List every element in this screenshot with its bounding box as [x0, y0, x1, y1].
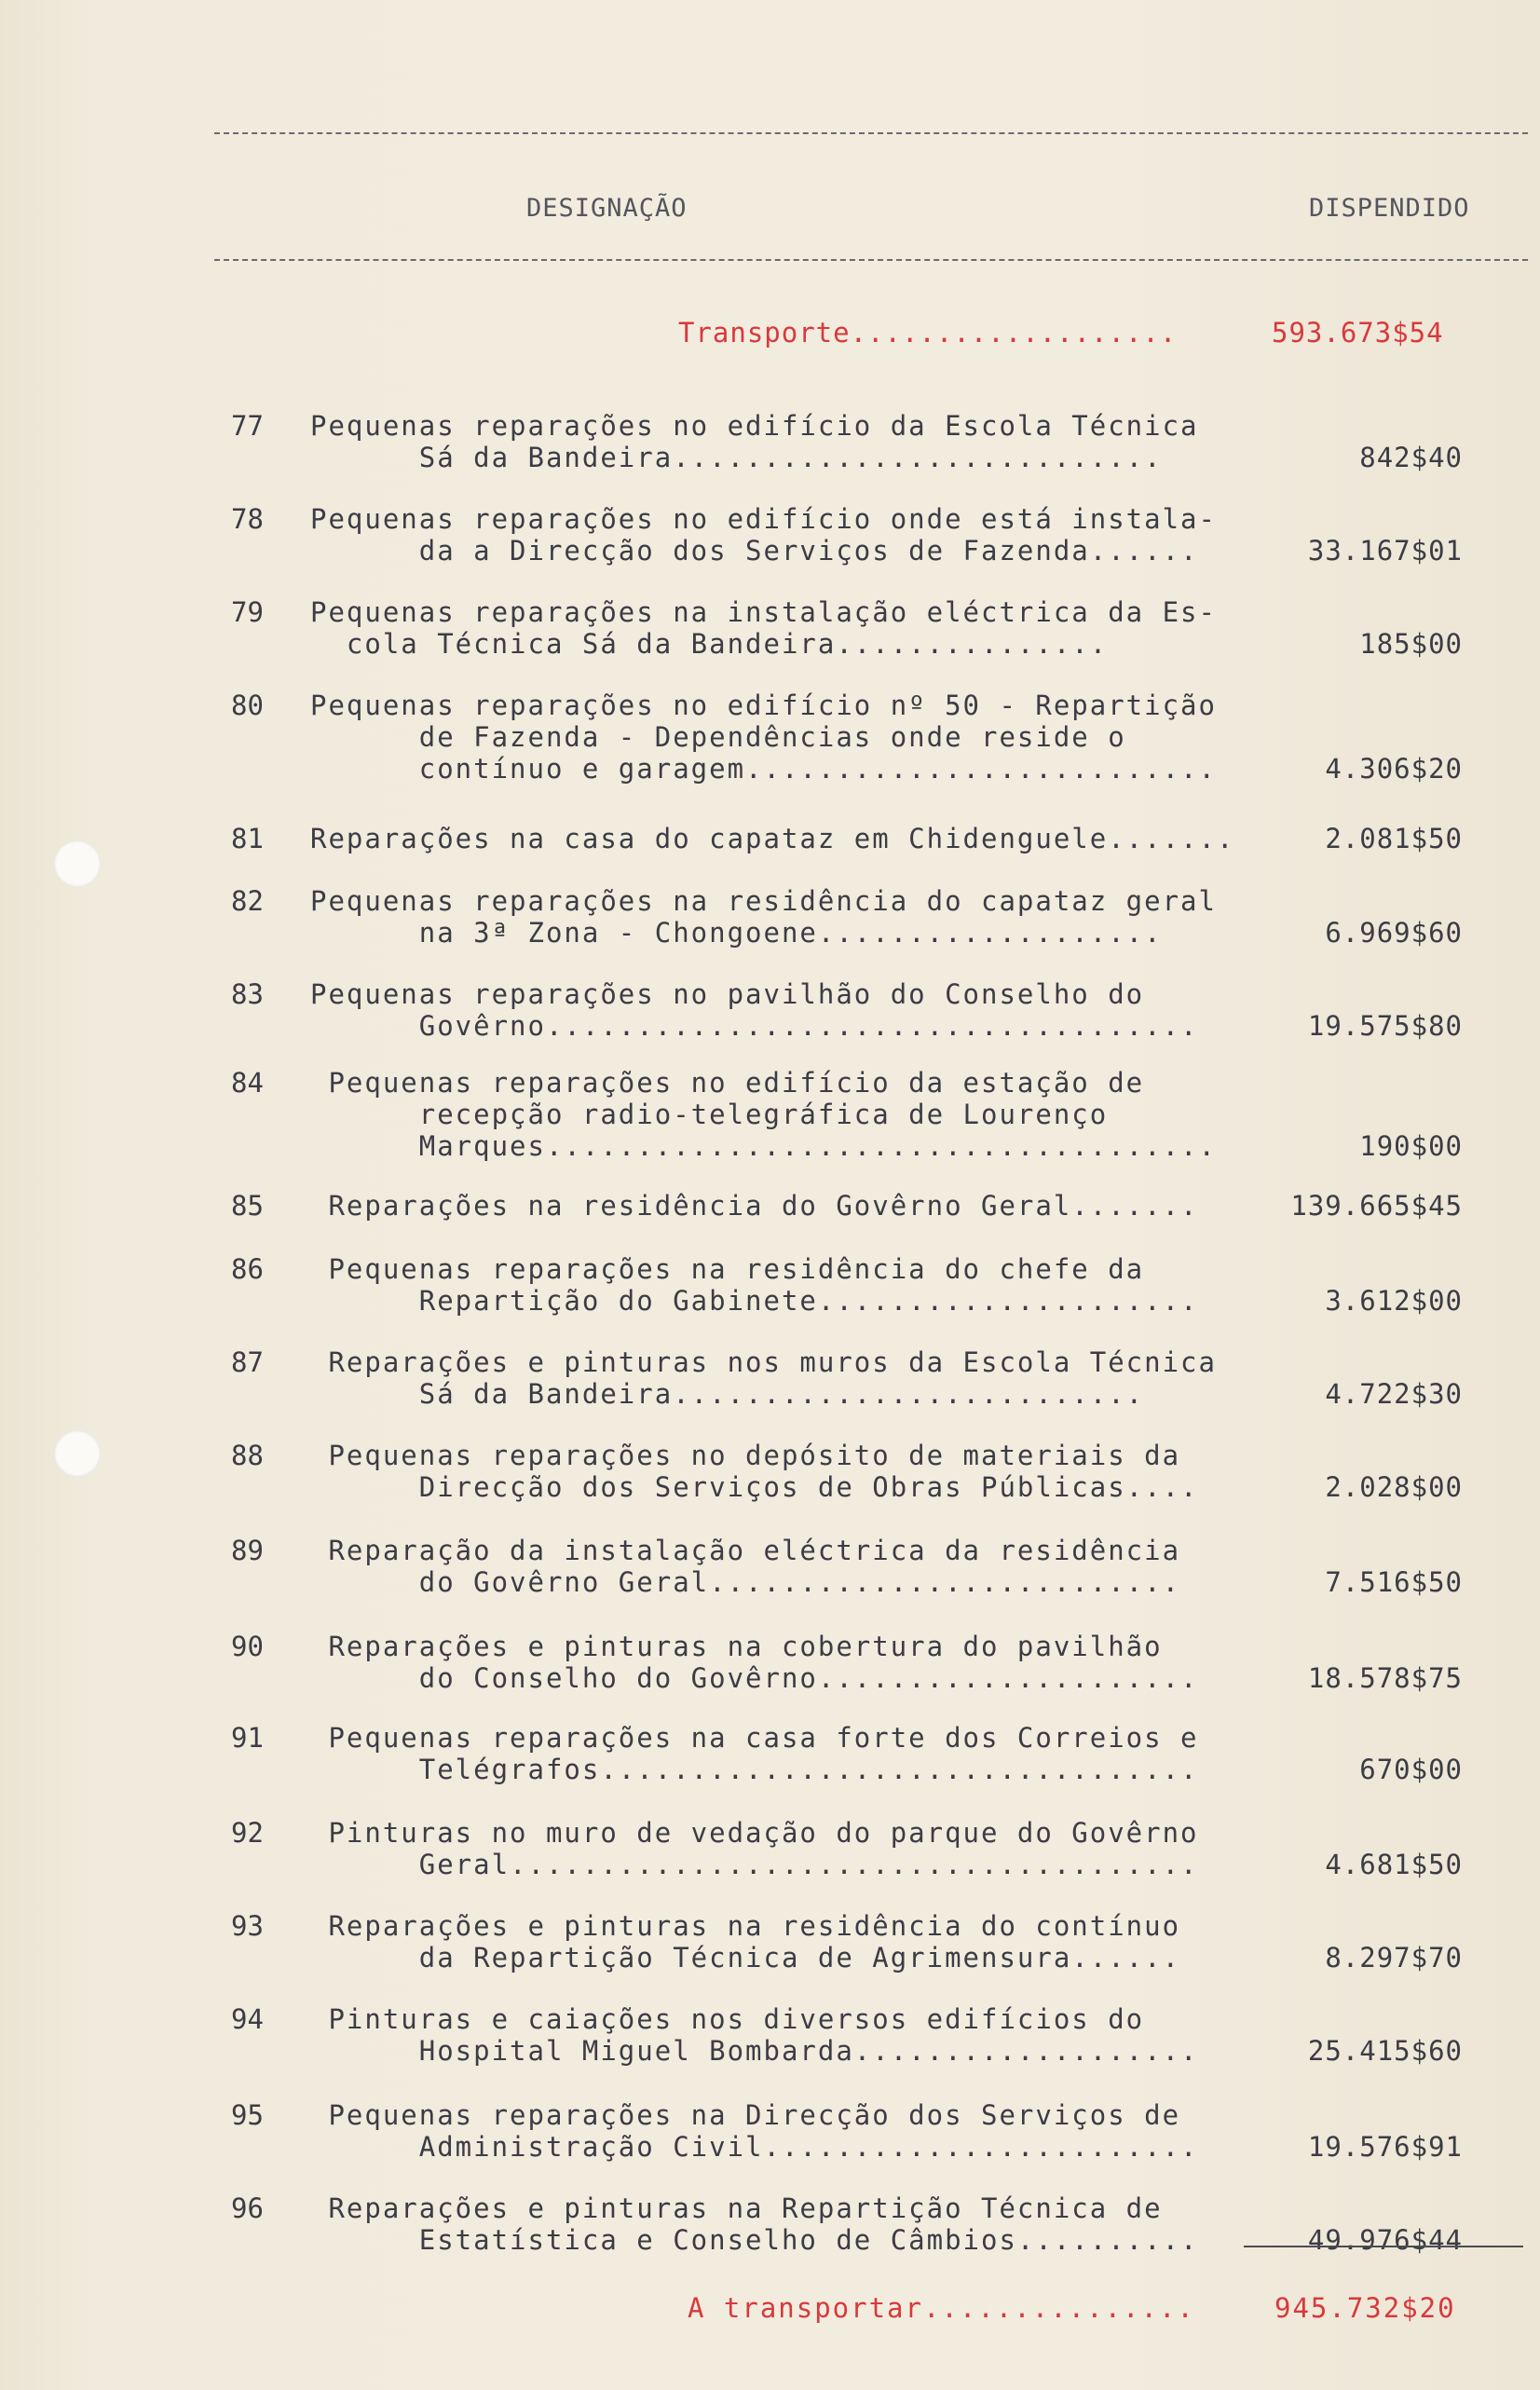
entry-description-line: Sá da Bandeira..........................	[310, 1378, 1145, 1410]
entry-description	[310, 410, 1251, 473]
entry-description	[310, 2192, 1251, 2256]
entry-description-line: Sá da Bandeira...........................	[310, 442, 1163, 473]
entry-number: 84	[231, 1067, 264, 1099]
entry-description	[310, 823, 1251, 854]
entry-description-line: Pequenas reparações no edifício da Escola Técnica	[310, 410, 1199, 442]
entry-amount: 4.306$20	[1325, 753, 1463, 785]
entry-description	[310, 1253, 1251, 1317]
entry-description-line: Pequenas reparações na residência do capataz geral	[310, 885, 1217, 917]
entry-description-line: Pequenas reparações na casa forte dos Correios e	[310, 1722, 1199, 1754]
entry-description	[310, 885, 1251, 949]
entry-amount: 6.969$60	[1325, 917, 1463, 949]
entry-description-line: na 3ª Zona - Chongoene...................	[310, 917, 1163, 949]
entry-number: 94	[231, 2003, 264, 2035]
entry-description	[310, 1722, 1251, 1785]
entry-number: 93	[231, 1910, 264, 1942]
entry-amount: 8.297$70	[1325, 1942, 1463, 1973]
entry-number: 79	[231, 596, 264, 628]
entry-description-line: Pequenas reparações na residência do chefe da	[310, 1253, 1145, 1285]
entry-description	[310, 503, 1251, 567]
transport-amount: 593.673$54	[1272, 317, 1444, 348]
entry-number: 89	[231, 1535, 264, 1566]
entry-description	[310, 1631, 1251, 1694]
entry-description-line: Pequenas reparações na instalação eléctrica da Es-	[310, 596, 1217, 628]
entry-number: 90	[231, 1631, 264, 1662]
entry-number: 77	[231, 410, 264, 442]
entry-amount: 190$00	[1359, 1130, 1463, 1162]
header-bottom-rule	[214, 259, 1528, 261]
entry-number: 88	[231, 1440, 264, 1471]
entry-description-line: do Conselho do Govêrno.....................	[310, 1662, 1199, 1694]
entry-number: 91	[231, 1722, 264, 1754]
entry-amount: 2.081$50	[1325, 823, 1463, 854]
entry-description-line: contínuo e garagem..........................	[310, 753, 1217, 785]
entry-description-line: de Fazenda - Dependências onde reside o	[310, 721, 1126, 753]
spent-header: DISPENDIDO	[1309, 194, 1470, 223]
entry-number: 86	[231, 1253, 264, 1285]
entry-description-line: Administração Civil........................	[310, 2131, 1199, 2163]
entry-amount: 185$00	[1359, 628, 1463, 660]
entry-number: 85	[231, 1190, 264, 1222]
entry-description	[310, 1817, 1251, 1880]
entry-description-line: Pequenas reparações no depósito de materiais da	[310, 1440, 1181, 1471]
entry-number: 96	[231, 2192, 264, 2224]
carry-amount: 945.732$20	[1274, 2292, 1456, 2324]
entry-number: 81	[231, 823, 264, 854]
entry-description-line: Pinturas e caiações nos diversos edifícios do	[310, 2003, 1145, 2035]
entry-amount: 670$00	[1359, 1754, 1463, 1785]
header-top-rule	[214, 132, 1528, 134]
punch-hole	[54, 840, 101, 887]
entry-description	[310, 1440, 1251, 1503]
entry-amount: 33.167$01	[1307, 535, 1463, 567]
entry-description-line: Reparações na casa do capataz em Chidenguele.......	[310, 823, 1235, 854]
entry-amount: 19.576$91	[1307, 2131, 1463, 2163]
entry-description-line: Pequenas reparações no edifício nº 50 - Repartição	[310, 690, 1217, 721]
entry-amount: 25.415$60	[1307, 2035, 1463, 2067]
designation-header: DESIGNAÇÃO	[526, 194, 688, 223]
entry-description-line: Reparações na residência do Govêrno Geral.......	[310, 1190, 1199, 1222]
entry-number: 82	[231, 885, 264, 917]
entry-amount: 4.722$30	[1325, 1378, 1463, 1410]
entry-description	[310, 690, 1251, 785]
entry-description	[310, 1535, 1251, 1598]
entry-description-line: Reparações e pinturas na residência do contínuo	[310, 1910, 1181, 1942]
sum-rule	[1244, 2246, 1523, 2247]
entry-description-line: Reparação da instalação eléctrica da residência	[310, 1535, 1181, 1566]
entry-description-line: Pinturas no muro de vedação do parque do Govêrno	[310, 1817, 1199, 1849]
punch-hole	[54, 1430, 101, 1477]
entry-description-line: Marques.....................................	[310, 1130, 1217, 1162]
carry-label: A transportar...............	[688, 2292, 1195, 2324]
entry-description	[310, 2099, 1251, 2163]
entry-description-line: Govêrno....................................	[310, 1010, 1199, 1042]
entry-amount: 4.681$50	[1325, 1849, 1463, 1880]
entry-number: 78	[231, 503, 264, 535]
entry-description-line: Reparações e pinturas na cobertura do pavilhão	[310, 1631, 1163, 1662]
entry-description	[310, 1190, 1251, 1222]
entry-description	[310, 1346, 1251, 1410]
entry-description-line: Pequenas reparações no edifício onde está instala-	[310, 503, 1217, 535]
entry-description-line: Estatística e Conselho de Câmbios..........	[310, 2224, 1199, 2256]
entry-amount: 139.665$45	[1290, 1190, 1463, 1222]
entry-amount: 49.976$44	[1307, 2224, 1463, 2256]
entry-description-line: da a Direcção dos Serviços de Fazenda......	[310, 535, 1199, 567]
entry-description	[310, 1910, 1251, 1973]
entry-description	[310, 978, 1251, 1042]
entry-number: 83	[231, 978, 264, 1010]
entry-amount: 3.612$00	[1325, 1285, 1463, 1317]
entry-description-line: da Repartição Técnica de Agrimensura......	[310, 1942, 1181, 1973]
entry-description-line: Pequenas reparações no edifício da estação de	[310, 1067, 1145, 1099]
entry-number: 92	[231, 1817, 264, 1849]
entry-description-line: Geral......................................	[310, 1849, 1199, 1880]
entry-description-line: Reparações e pinturas na Repartição Técnica de	[310, 2192, 1163, 2224]
entry-amount: 18.578$75	[1307, 1662, 1463, 1694]
entry-description	[310, 2003, 1251, 2067]
entry-description	[310, 596, 1251, 660]
entry-number: 87	[231, 1346, 264, 1378]
entry-description-line: cola Técnica Sá da Bandeira...............	[310, 628, 1109, 660]
entry-description-line: do Govêrno Geral..........................	[310, 1566, 1181, 1598]
entry-description-line: Hospital Miguel Bombarda...................	[310, 2035, 1199, 2067]
entry-description-line: recepção radio-telegráfica de Lourenço	[310, 1099, 1109, 1130]
entry-amount: 842$40	[1359, 442, 1463, 473]
entry-description-line: Pequenas reparações na Direcção dos Serviços de	[310, 2099, 1181, 2131]
entry-number: 95	[231, 2099, 264, 2131]
entry-description-line: Repartição do Gabinete.....................	[310, 1285, 1199, 1317]
entry-amount: 2.028$00	[1325, 1471, 1463, 1503]
entry-description-line: Reparações e pinturas nos muros da Escola Técnica	[310, 1346, 1217, 1378]
transport-label: Transporte...................	[678, 317, 1178, 348]
entry-description	[310, 1067, 1251, 1162]
entry-amount: 19.575$80	[1307, 1010, 1463, 1042]
entry-description-line: Telégrafos.................................	[310, 1754, 1199, 1785]
entry-amount: 7.516$50	[1325, 1566, 1463, 1598]
entry-description-line: Direcção dos Serviços de Obras Públicas....	[310, 1471, 1199, 1503]
entry-number: 80	[231, 690, 264, 721]
entry-description-line: Pequenas reparações no pavilhão do Conselho do	[310, 978, 1145, 1010]
